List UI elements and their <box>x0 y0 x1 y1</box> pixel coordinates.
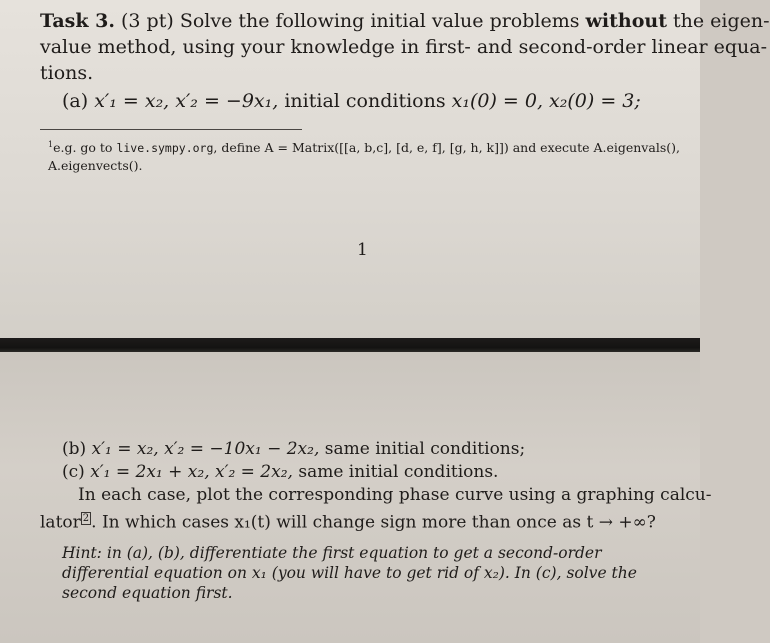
page-divider-shadow <box>0 338 700 352</box>
part-c-rest: same initial conditions. <box>298 462 499 482</box>
task-label: Task 3. <box>40 10 115 32</box>
hint-line3: second equation first. <box>62 584 233 602</box>
part-b-rest: same initial conditions; <box>324 439 526 459</box>
footnote-ref-2[interactable]: 2 <box>82 513 90 524</box>
part-c-equation: x′₁ = 2x₁ + x₂, x′₂ = 2x₂, <box>90 462 293 482</box>
part-c-label: (c) <box>62 462 85 482</box>
footnote-mid: , define A = Matrix([[a, b,c], [d, e, f], [g, h, k]]) and execute A.eigenvals(), <box>213 140 680 156</box>
task-line1-rest: the eigen- <box>673 10 770 32</box>
footnote-site: live.sympy.org <box>116 141 214 156</box>
part-b <box>62 438 712 461</box>
instruction-line2-post: . In which cases x₁(t) will change sign more than once as t → +∞? <box>91 512 656 533</box>
task-line3: tions. <box>40 62 94 84</box>
hint-line1: in (a), (b), differentiate the first equation to get a second-order <box>106 544 602 562</box>
footnote <box>48 136 680 174</box>
parts-b-c-block <box>40 438 712 535</box>
part-b-label: (b) <box>62 439 87 459</box>
part-c <box>62 461 712 484</box>
part-b-equation: x′₁ = x₂, x′₂ = −10x₁ − 2x₂, <box>91 439 320 459</box>
task-line2: value method, using your knowledge in first- and second-order linear equa- <box>40 36 768 58</box>
part-a <box>62 90 641 112</box>
instruction-line1: In each case, plot the corresponding phase curve using a graphing calcu- <box>78 485 712 505</box>
footnote-pre: e.g. go to <box>53 140 113 156</box>
footnote-rule <box>40 129 302 130</box>
task-without: without <box>585 10 667 32</box>
hint-line2: differential equation on x₁ (you will have to get rid of x₂). In (c), solve the <box>62 564 637 582</box>
task-points: (3 pt) <box>121 10 174 32</box>
task-header <box>40 8 770 86</box>
part-a-label: (a) <box>62 90 89 112</box>
footnote-line2: A.eigenvects(). <box>48 158 143 174</box>
instruction-line2 <box>40 507 712 535</box>
part-a-equation: x′₁ = x₂, x′₂ = −9x₁, <box>94 90 279 112</box>
instruction-line2-pre: lator <box>40 512 81 533</box>
hint-block <box>62 543 637 603</box>
part-a-initial-conditions: x₁(0) = 0, x₂(0) = 3; <box>451 90 641 112</box>
hint-label: Hint: <box>62 544 102 562</box>
page-number: 1 <box>357 240 368 260</box>
task-intro: Solve the following initial value problems <box>179 10 580 32</box>
part-a-rest: initial conditions <box>284 90 446 112</box>
footnote-marker: 1 <box>48 140 54 149</box>
